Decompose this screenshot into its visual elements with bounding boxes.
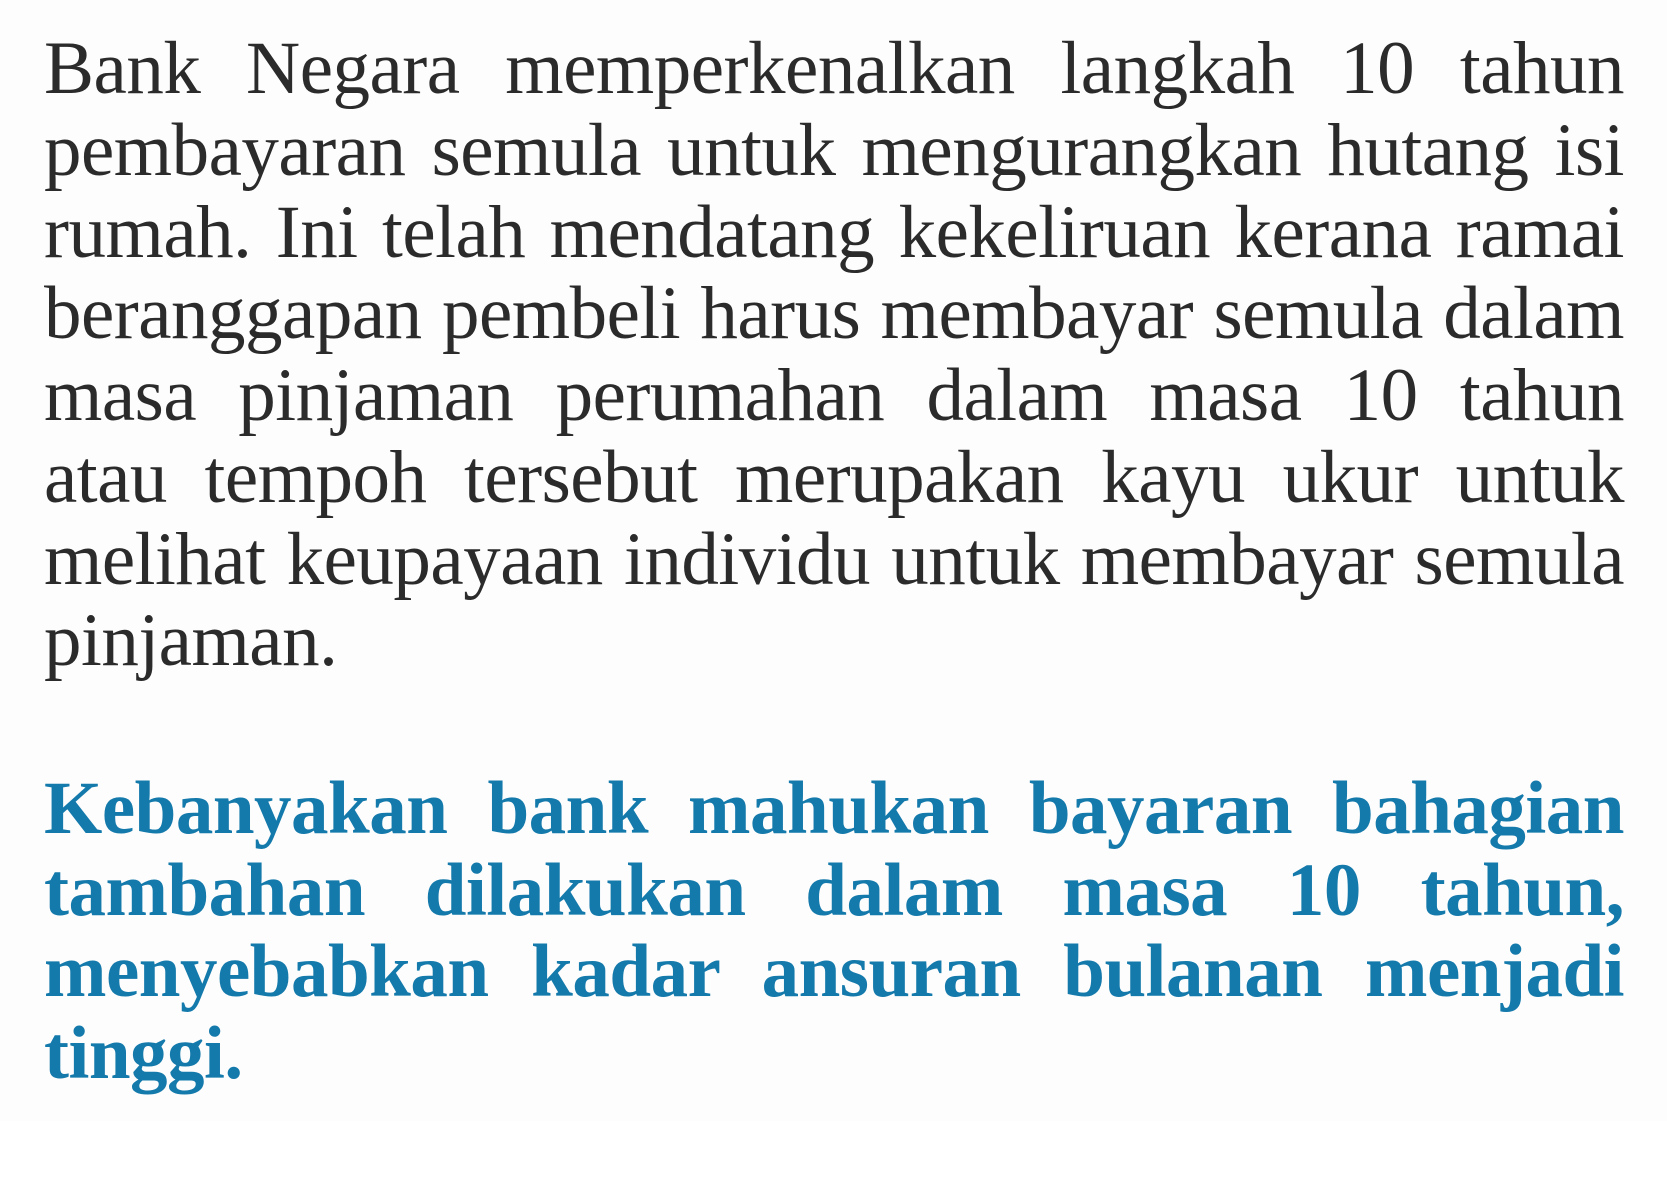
article-body [44,28,1624,1177]
intro-paragraph: Bank Negara memperkenalkan langkah 10 tahun pembayaran semula untuk mengurangkan hutang isi rumah. Ini telah mendatang kekeliruan kerana ramai beranggapan pembeli harus membayar semula dalam masa pinjaman perumahan dalam masa 10 tahun atau tempoh tersebut merupakan kayu ukur untuk melihat keupayaan individu untuk membayar semula pinjaman. [44,27,1624,683]
highlight-paragraph: Kebanyakan bank mahukan bayaran bahagian tambahan dilakukan dalam masa 10 tahun, menyebabkan kadar ansuran bulanan menjadi tinggi. [44,766,1624,1095]
